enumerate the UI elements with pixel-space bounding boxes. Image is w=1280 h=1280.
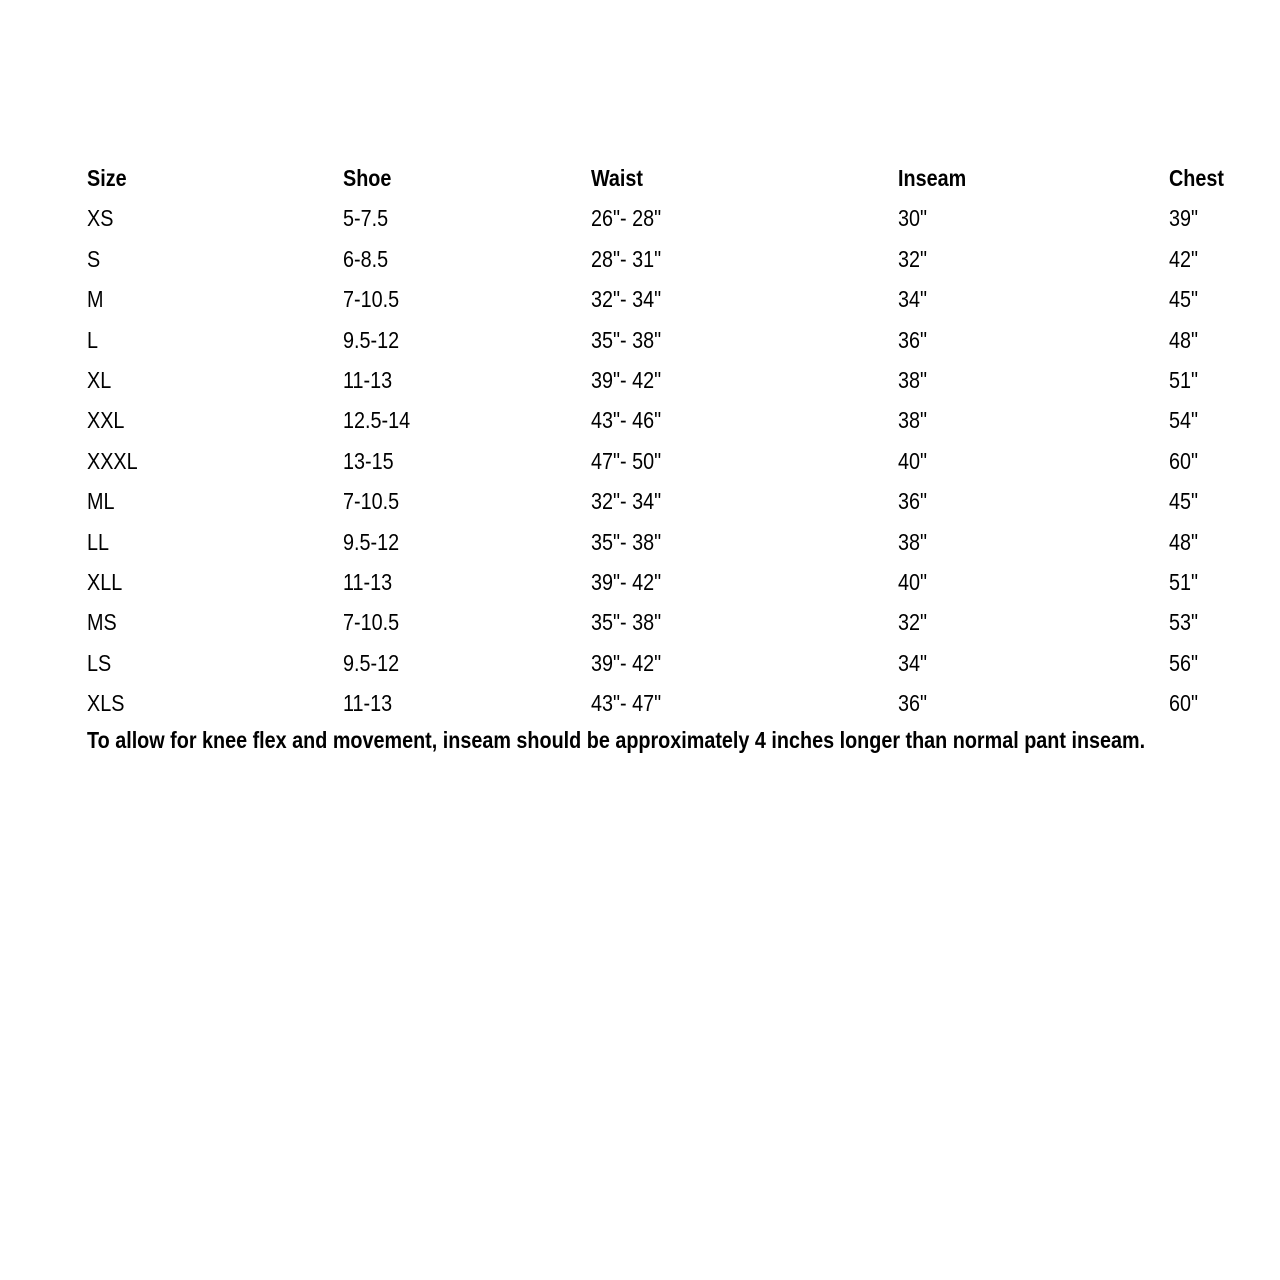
header-chest: Chest: [1169, 165, 1224, 191]
table-row: [87, 200, 1267, 240]
cell-size: S: [87, 245, 101, 272]
table-row: [87, 604, 1267, 644]
cell-inseam: 38": [898, 366, 928, 393]
cell-size: XXXL: [87, 447, 138, 474]
cell-size: LS: [87, 649, 112, 676]
table-row: [87, 402, 1267, 442]
cell-waist: 39"- 42": [591, 568, 662, 595]
table-row: [87, 322, 1267, 362]
cell-chest: 48": [1169, 326, 1199, 353]
cell-chest: 51": [1169, 568, 1199, 595]
cell-chest: 39": [1169, 205, 1199, 232]
cell-shoe: 11-13: [343, 690, 393, 717]
cell-waist: 32"- 34": [591, 488, 662, 515]
header-inseam: Inseam: [898, 165, 967, 191]
cell-size: XXL: [87, 407, 125, 434]
cell-inseam: 36": [898, 326, 928, 353]
cell-inseam: 40": [898, 447, 928, 474]
table-row: [87, 362, 1267, 402]
cell-waist: 35"- 38": [591, 528, 662, 555]
cell-chest: 60": [1169, 447, 1199, 474]
inseam-footnote: To allow for knee flex and movement, inseam should be approximately 4 inches longer than normal pant inseam.: [87, 727, 1146, 753]
table-row: [87, 281, 1267, 321]
cell-waist: 26"- 28": [591, 205, 662, 232]
cell-size: LL: [87, 528, 110, 555]
table-row: [87, 524, 1267, 564]
cell-shoe: 13-15: [343, 447, 394, 474]
cell-shoe: 5-7.5: [343, 205, 389, 232]
cell-shoe: 6-8.5: [343, 245, 389, 272]
cell-waist: 47"- 50": [591, 447, 662, 474]
cell-size: XS: [87, 205, 114, 232]
header-shoe: Shoe: [343, 165, 392, 191]
cell-inseam: 32": [898, 245, 928, 272]
header-size: Size: [87, 165, 127, 191]
table-row: [87, 241, 1267, 281]
cell-waist: 35"- 38": [591, 609, 662, 636]
cell-size: L: [87, 326, 99, 353]
cell-shoe: 11-13: [343, 568, 393, 595]
cell-inseam: 38": [898, 528, 928, 555]
table-row: [87, 564, 1267, 604]
cell-size: ML: [87, 488, 115, 515]
cell-waist: 39"- 42": [591, 366, 662, 393]
header-waist: Waist: [591, 165, 644, 191]
size-chart-table: [87, 160, 1267, 725]
cell-inseam: 38": [898, 407, 928, 434]
cell-inseam: 34": [898, 286, 928, 313]
cell-inseam: 30": [898, 205, 928, 232]
cell-chest: 53": [1169, 609, 1199, 636]
cell-shoe: 7-10.5: [343, 609, 400, 636]
cell-size: MS: [87, 609, 117, 636]
cell-shoe: 11-13: [343, 366, 393, 393]
cell-inseam: 36": [898, 690, 928, 717]
cell-chest: 56": [1169, 649, 1199, 676]
table-row: [87, 685, 1267, 725]
cell-chest: 60": [1169, 690, 1199, 717]
cell-waist: 43"- 47": [591, 690, 662, 717]
cell-shoe: 7-10.5: [343, 488, 400, 515]
cell-shoe: 7-10.5: [343, 286, 400, 313]
table-row: [87, 443, 1267, 483]
cell-inseam: 36": [898, 488, 928, 515]
cell-shoe: 9.5-12: [343, 326, 400, 353]
cell-chest: 45": [1169, 286, 1199, 313]
cell-inseam: 32": [898, 609, 928, 636]
cell-chest: 42": [1169, 245, 1199, 272]
cell-size: XLS: [87, 690, 125, 717]
cell-chest: 54": [1169, 407, 1199, 434]
cell-waist: 35"- 38": [591, 326, 662, 353]
cell-inseam: 34": [898, 649, 928, 676]
cell-shoe: 9.5-12: [343, 649, 400, 676]
table-row: [87, 645, 1267, 685]
table-row: [87, 483, 1267, 523]
cell-inseam: 40": [898, 568, 928, 595]
table-header-row: [87, 160, 1267, 200]
cell-chest: 48": [1169, 528, 1199, 555]
cell-chest: 45": [1169, 488, 1199, 515]
cell-size: M: [87, 286, 104, 313]
cell-waist: 43"- 46": [591, 407, 662, 434]
cell-size: XLL: [87, 568, 123, 595]
cell-waist: 39"- 42": [591, 649, 662, 676]
cell-shoe: 9.5-12: [343, 528, 400, 555]
cell-waist: 28"- 31": [591, 245, 662, 272]
cell-chest: 51": [1169, 366, 1199, 393]
cell-waist: 32"- 34": [591, 286, 662, 313]
cell-shoe: 12.5-14: [343, 407, 411, 434]
cell-size: XL: [87, 366, 112, 393]
